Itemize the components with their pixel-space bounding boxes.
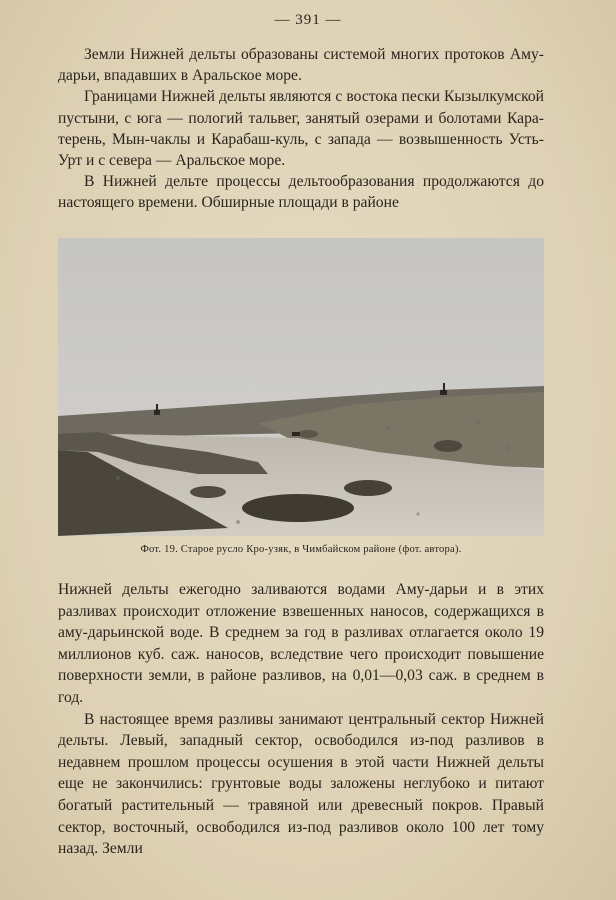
paragraph: Земли Нижней дельты образованы системой многих протоков Аму-дарьи, впадавших в Аральское море. (58, 46, 544, 85)
top-text-block (58, 44, 544, 214)
paragraph: В настоящее время разливы занимают центральный сектор Нижней дельты. Левый, западный сектор, освободился из-под разливов в недавнем прошлом процессы осушения в этой части Нижней дельты еще не закончились: грунтовые воды заложены неглубоко и питают богатый растительный — травяной или древесный покров. Правый сектор, восточный, освободился из-под разливов около 100 лет тому назад. Земли (58, 710, 544, 858)
photo-caption: Фот. 19. Старое русло Кро-узяк, в Чимбайском районе (фот. автора). (140, 544, 462, 555)
paragraph: Нижней дельты ежегодно заливаются водами Аму-дарьи и в этих разливах происходит отложение взвешенных наносов, содержащихся в аму-дарьинской воде. В среднем за год в разливах отлагается около 19 миллионов куб. саж. наносов, вследствие чего происходит повышение поверхности земли, в районе разливов, на 0,01—0,03 саж. в среднем в год. (58, 581, 544, 706)
bottom-text-block (58, 579, 544, 860)
landscape-photo (58, 238, 544, 536)
paragraph: Границами Нижней дельты являются с востока пески Кызылкумской пустыни, с юга — пологий тальвег, занятый озерами и болотами Кара-терень, Мын-чаклы и Карабаш-куль, с запада — возвышенность Усть-Урт и с севера — Аральское море. (58, 88, 544, 170)
paragraph: В Нижней дельте процессы дельтообразования продолжаются до настоящего времени. Обширные площади в районе (58, 173, 544, 212)
page-number: — 391 — (274, 12, 342, 28)
